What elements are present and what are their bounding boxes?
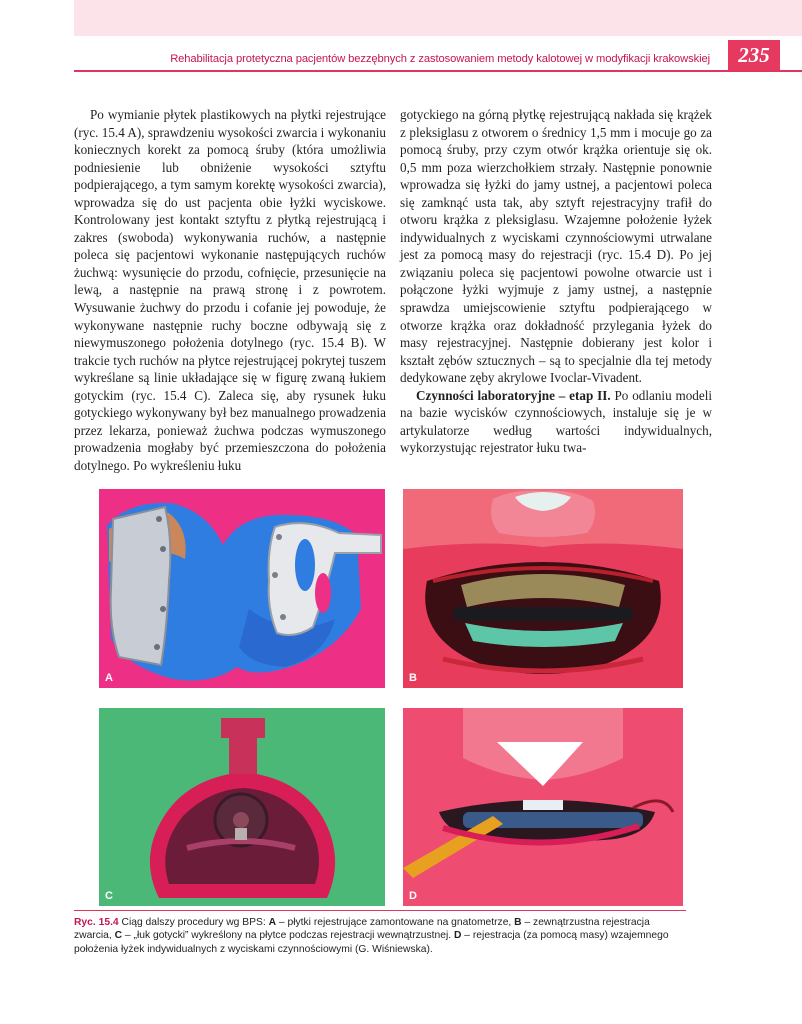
body-paragraph: gotyckiego na górną płytkę rejestrującą nakłada się krążek z pleksiglasu z otworem o średnicy 1,5 mm i mocuje go za pomocą śruby, przy czym otwór krążka orientuje się ok. 0,5 mm poza wierzchołkiem strzały. Następnie ponownie wprowadza się łyżki do jamy ustnej, a pacjentowi poleca się zamknąć usta tak, aby sztyft rejestracyjny trafił do otworu krążka z pleksiglasu. Wzajemne położenie łyżek indywidualnych z wyciskami czynnościowymi utrwalane jest za pomocą masy do rejestracji (ryc. 15.4 D). Po jej związaniu poleca się pacjentowi powolne otwarcie ust i połączone łyżki wyjmuje z jamy ustnej, a następnie sprawdza umiejscowienie sztyftu podpierającego w otworze krążka oraz dokładność przylegania łyżek do masy rejestracyjnej. Następnie dobierany jest kolor i kształt zębów sztucznych – są to specjalnie dla tej metody dedykowane zęby akrylowe Ivoclar-Vivadent. [400,107,712,386]
caption-text: – płytki rejestrujące zamontowane na gnatometrze, [276,917,515,928]
caption-text: – „łuk gotycki” wykreślony na płytce podczas rejestracji wewnątrzustnej. [122,930,454,942]
caption-text: – zewnątrzustna rejestracja zwarcia, [74,917,650,942]
figure-panel-d [403,708,683,906]
panel-letter-b: B [409,672,417,684]
photo-intraoral-registration [403,708,683,906]
panel-letter-d: D [409,890,417,902]
caption-letter-a: A [268,917,277,928]
page-number: 235 [728,40,780,70]
top-color-band [74,0,802,36]
photo-gothic-arch-tracing [99,708,385,906]
caption-letter-b: B [514,917,522,928]
photo-extraoral-bite-registration [403,489,683,688]
caption-letter-d: D [453,930,462,942]
figure-panel-b [403,489,683,688]
body-column-left [74,106,386,474]
caption-label: Ryc. 15.4 [74,917,119,928]
photo-registration-plates-gnathometer [99,489,385,688]
figure-caption [74,916,686,956]
caption-rule [74,910,686,911]
section-run-in-heading: Czynności laboratoryjne – etap II. [416,387,611,403]
panel-letter-a: A [105,672,113,684]
running-head: Rehabilitacja protetyczna pacjentów bezzębnych z zastosowaniem metody kalotowej w modyfikacji krakowskiej [170,53,710,65]
header-rule [74,70,802,72]
panel-letter-c: C [105,890,113,902]
caption-text: – rejestracja (za pomocą masy) wzajemnego położenia łyżek indywidualnych z wyciskami czynnościowymi (G. Wiśniewska). [74,930,669,955]
body-paragraph [400,387,712,457]
figure-panel-a [99,489,385,688]
body-paragraph: Po wymianie płytek plastikowych na płytki rejestrujące (ryc. 15.4 A), sprawdzeniu wysokości zwarcia i wykonaniu koniecznych korekt za pomocą śruby (która umożliwia podniesienie lub obniżenie wysokości sztyftu podpierającego, a tym samym korektę wysokości zwarcia), wprowadza się do ust pacjenta obie łyżki wyciskowe. Kontrolowany jest kontakt sztyftu z płytką rejestrującą i zakres (swoboda) wykonywania ruchów, a następnie poleca się pacjentowi wykonanie następujących ruchów żuchwą: wysunięcie do przodu, cofnięcie, przesunięcie na lewą, a następnie na prawą stronę i z powrotem. Wysuwanie żuchwy do przodu i cofanie jej powoduje, że wykonywane następnie ruchy boczne odbywają się z niewymuszonego położenia dotylnego (ryc. 15.4 B). W trakcie tych ruchów na płytce rejestrującej pokrytej tuszem wykreślane są linie układające się w figurę zwaną łukiem gotyckim (ryc. 15.4 C). Zaleca się, aby rysunek łuku gotyckiego wykonywany był bez manualnego prowadzenia przez lekarza, ponieważ żuchwa podczas wymuszonego prowadzenia mogłaby być przemieszczona do położenia dotylnego. Po wykreśleniu łuku [74,107,386,473]
body-paragraph-text: Po odlaniu modeli na bazie wycisków czynnościowych, instaluje się je w artykulatorze według wartości indywidualnych, wykorzystując rejestrator łuku twa- [400,387,712,456]
caption-text: Ciąg dalszy procedury wg BPS: [118,917,269,928]
body-column-right [400,106,712,457]
figure-panel-c [99,708,385,906]
caption-letter-c: C [114,930,123,942]
